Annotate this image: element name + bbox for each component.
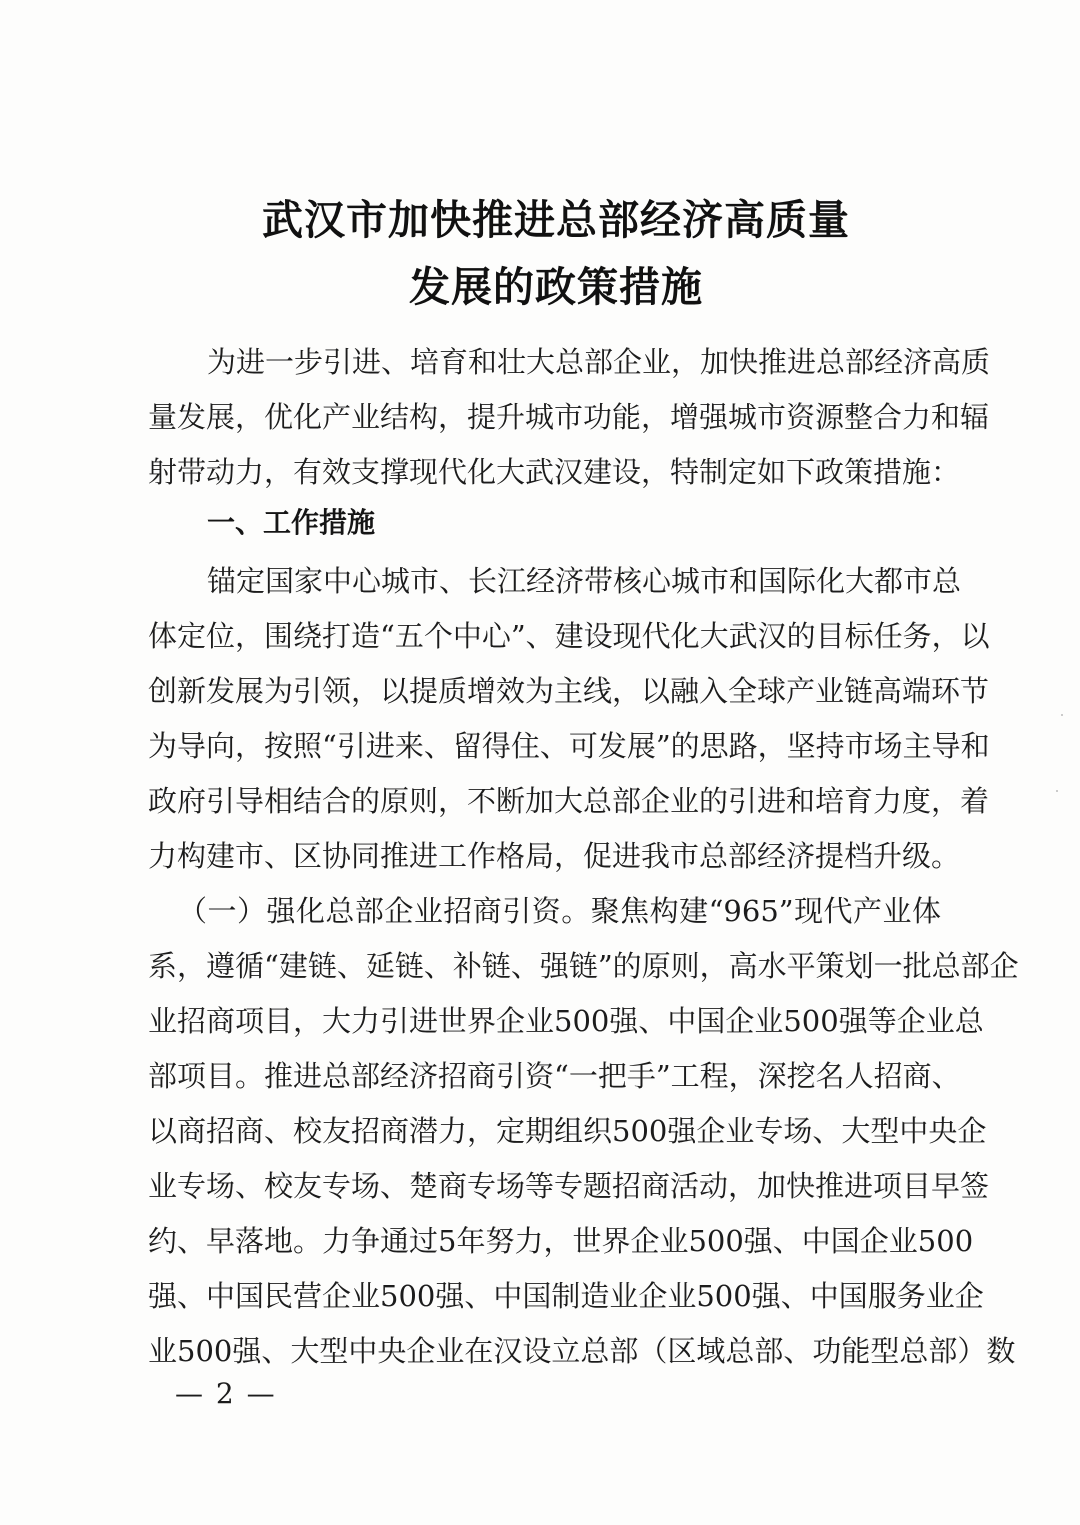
item1-line-6: 业专场、校友专场、楚商专场等专题招商活动，加快推进项目早签 — [148, 1169, 990, 1203]
section1-line-6: 力构建市、区协同推进工作格局，促进我市总部经济提档升级。 — [148, 839, 961, 873]
section1-line-4: 为导向，按照“引进来、留得住、可发展”的思路，坚持市场主导和 — [148, 729, 990, 763]
document-title-line-2: 发展的政策措施 — [409, 263, 703, 311]
section1-line-1: 锚定国家中心城市、长江经济带核心城市和国际化大都市总 — [207, 564, 962, 598]
item1-line-2: 系，遵循“建链、延链、补链、强链”的原则，高水平策划一批总部企 — [148, 949, 1019, 983]
intro-line-2: 量发展，优化产业结构，提升城市功能，增强城市资源整合力和辐 — [148, 400, 990, 434]
item1-line-4: 部项目。推进总部经济招商引资“一把手”工程，深挖名人招商、 — [148, 1059, 961, 1093]
section1-line-2: 体定位，围绕打造“五个中心”、建设现代化大武汉的目标任务，以 — [148, 619, 990, 653]
item1-line-7: 约、早落地。力争通过5年努力，世界企业500强、中国企业500 — [148, 1224, 974, 1258]
intro-line-3: 射带动力，有效支撑现代化大武汉建设，特制定如下政策措施： — [148, 455, 961, 489]
intro-line-1: 为进一步引进、培育和壮大总部企业，加快推进总部经济高质 — [207, 345, 991, 379]
item1-line-5: 以商招商、校友招商潜力，定期组织500强企业专场、大型中央企 — [148, 1114, 987, 1148]
item1-line-1: （一）强化总部企业招商引资。聚焦构建“965”现代产业体 — [178, 894, 941, 928]
page-number: — 2 — — [175, 1377, 277, 1410]
section1-line-5: 政府引导相结合的原则，不断加大总部企业的引进和培育力度，着 — [148, 784, 990, 818]
item1-line-8: 强、中国民营企业500强、中国制造业企业500强、中国服务业企 — [148, 1279, 984, 1313]
scan-speck — [1061, 714, 1063, 716]
item1-line-9: 业500强、大型中央企业在汉设立总部（区域总部、功能型总部）数 — [148, 1334, 1016, 1368]
document-title-line-1: 武汉市加快推进总部经济高质量 — [262, 196, 850, 244]
item1-line-3: 业招商项目，大力引进世界企业500强、中国企业500强等企业总 — [148, 1004, 984, 1038]
section-heading: 一、工作措施 — [207, 506, 376, 539]
scan-speck — [1056, 790, 1058, 792]
section1-line-3: 创新发展为引领，以提质增效为主线，以融入全球产业链高端环节 — [148, 674, 990, 708]
